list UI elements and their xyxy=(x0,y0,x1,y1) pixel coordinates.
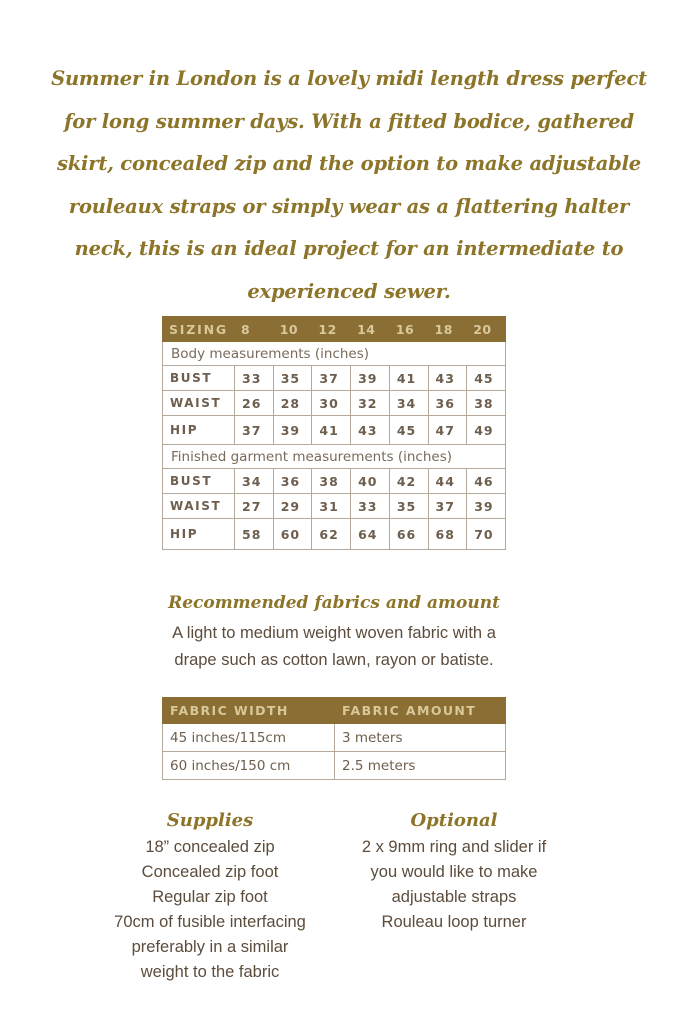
sizing-table xyxy=(162,316,506,550)
table-cell: 34 xyxy=(235,469,274,494)
table-cell: 60 xyxy=(273,519,312,550)
table-cell: 32 xyxy=(351,391,390,416)
table-cell: 45 xyxy=(389,416,428,445)
table-row xyxy=(163,519,506,550)
list-item: adjustable straps xyxy=(391,888,517,906)
table-cell: 30 xyxy=(312,391,351,416)
table-cell: 39 xyxy=(467,494,506,519)
table-cell: 45 xyxy=(467,366,506,391)
list-item: 70cm of fusible interfacing xyxy=(114,913,306,931)
table-cell: 64 xyxy=(351,519,390,550)
table-row xyxy=(163,752,506,780)
supplies-list xyxy=(90,835,330,985)
table-cell: 46 xyxy=(467,469,506,494)
list-item: Rouleau loop turner xyxy=(381,913,527,931)
table-cell: 37 xyxy=(235,416,274,445)
fabric-amount-cell: 3 meters xyxy=(335,724,506,752)
size-header: 8 xyxy=(235,317,274,342)
list-item: Regular zip foot xyxy=(152,888,268,906)
row-label: WAIST xyxy=(163,494,235,519)
table-row xyxy=(163,724,506,752)
table-cell: 38 xyxy=(312,469,351,494)
list-item: 18” concealed zip xyxy=(145,838,275,856)
table-cell: 36 xyxy=(428,391,467,416)
fabrics-description-line: drape such as cotton lawn, rayon or batiste. xyxy=(174,651,494,669)
supplies-heading: Supplies xyxy=(166,810,254,831)
optional-heading: Optional xyxy=(410,810,498,831)
table-cell: 35 xyxy=(273,366,312,391)
list-item: preferably in a similar xyxy=(131,938,289,956)
list-item: weight to the fabric xyxy=(140,963,280,981)
optional-list xyxy=(334,835,574,935)
table-cell: 35 xyxy=(389,494,428,519)
sizing-header-row xyxy=(163,317,506,342)
fabrics-description xyxy=(0,620,668,674)
table-cell: 37 xyxy=(312,366,351,391)
fabric-header-row xyxy=(163,698,506,724)
table-cell: 49 xyxy=(467,416,506,445)
fabric-amount-header: FABRIC AMOUNT xyxy=(335,698,506,724)
table-row xyxy=(163,366,506,391)
table-cell: 39 xyxy=(273,416,312,445)
table-cell: 62 xyxy=(312,519,351,550)
table-row xyxy=(163,469,506,494)
table-cell: 27 xyxy=(235,494,274,519)
table-cell: 40 xyxy=(351,469,390,494)
table-cell: 39 xyxy=(351,366,390,391)
size-header: 10 xyxy=(273,317,312,342)
row-label: WAIST xyxy=(163,391,235,416)
row-label: HIP xyxy=(163,519,235,550)
intro-paragraph: Summer in London is a lovely midi length dress perfect for long summer days. With a fitted bodice, gathered skirt, concealed zip and the option to make adjustable rouleaux straps or simply wear as a flattering halter neck, this is an ideal project for an intermediate to experienced sewer. xyxy=(51,67,647,303)
list-item: Concealed zip foot xyxy=(141,863,279,881)
size-header: 12 xyxy=(312,317,351,342)
table-cell: 41 xyxy=(389,366,428,391)
table-row xyxy=(163,494,506,519)
table-cell: 44 xyxy=(428,469,467,494)
table-cell: 33 xyxy=(351,494,390,519)
list-item: 2 x 9mm ring and slider if xyxy=(361,838,547,856)
list-item: you would like to make xyxy=(370,863,538,881)
fabric-width-cell: 60 inches/150 cm xyxy=(163,752,335,780)
table-cell: 36 xyxy=(273,469,312,494)
table-cell: 66 xyxy=(389,519,428,550)
table-cell: 31 xyxy=(312,494,351,519)
row-label: BUST xyxy=(163,366,235,391)
fabric-amount-cell: 2.5 meters xyxy=(335,752,506,780)
fabrics-description-line: A light to medium weight woven fabric with a xyxy=(172,624,496,642)
table-cell: 43 xyxy=(428,366,467,391)
size-header: 14 xyxy=(351,317,390,342)
size-header: 16 xyxy=(389,317,428,342)
fabric-width-cell: 45 inches/115cm xyxy=(163,724,335,752)
table-row xyxy=(163,391,506,416)
table-cell: 70 xyxy=(467,519,506,550)
fabrics-heading: Recommended fabrics and amount xyxy=(168,593,500,613)
finished-measurements-row xyxy=(163,445,506,469)
table-cell: 29 xyxy=(273,494,312,519)
table-cell: 33 xyxy=(235,366,274,391)
table-cell: 58 xyxy=(235,519,274,550)
sizing-header-label: SIZING xyxy=(163,317,235,342)
fabric-table xyxy=(162,697,506,780)
row-label: HIP xyxy=(163,416,235,445)
body-measurements-row xyxy=(163,342,506,366)
table-cell: 28 xyxy=(273,391,312,416)
table-cell: 42 xyxy=(389,469,428,494)
row-label: BUST xyxy=(163,469,235,494)
table-cell: 34 xyxy=(389,391,428,416)
table-cell: 37 xyxy=(428,494,467,519)
table-cell: 41 xyxy=(312,416,351,445)
table-row xyxy=(163,416,506,445)
size-header: 20 xyxy=(467,317,506,342)
size-header: 18 xyxy=(428,317,467,342)
body-measurements-label: Body measurements (inches) xyxy=(163,342,506,366)
table-cell: 26 xyxy=(235,391,274,416)
fabric-width-header: FABRIC WIDTH xyxy=(163,698,335,724)
finished-measurements-label: Finished garment measurements (inches) xyxy=(163,445,506,469)
table-cell: 43 xyxy=(351,416,390,445)
table-cell: 47 xyxy=(428,416,467,445)
table-cell: 38 xyxy=(467,391,506,416)
table-cell: 68 xyxy=(428,519,467,550)
